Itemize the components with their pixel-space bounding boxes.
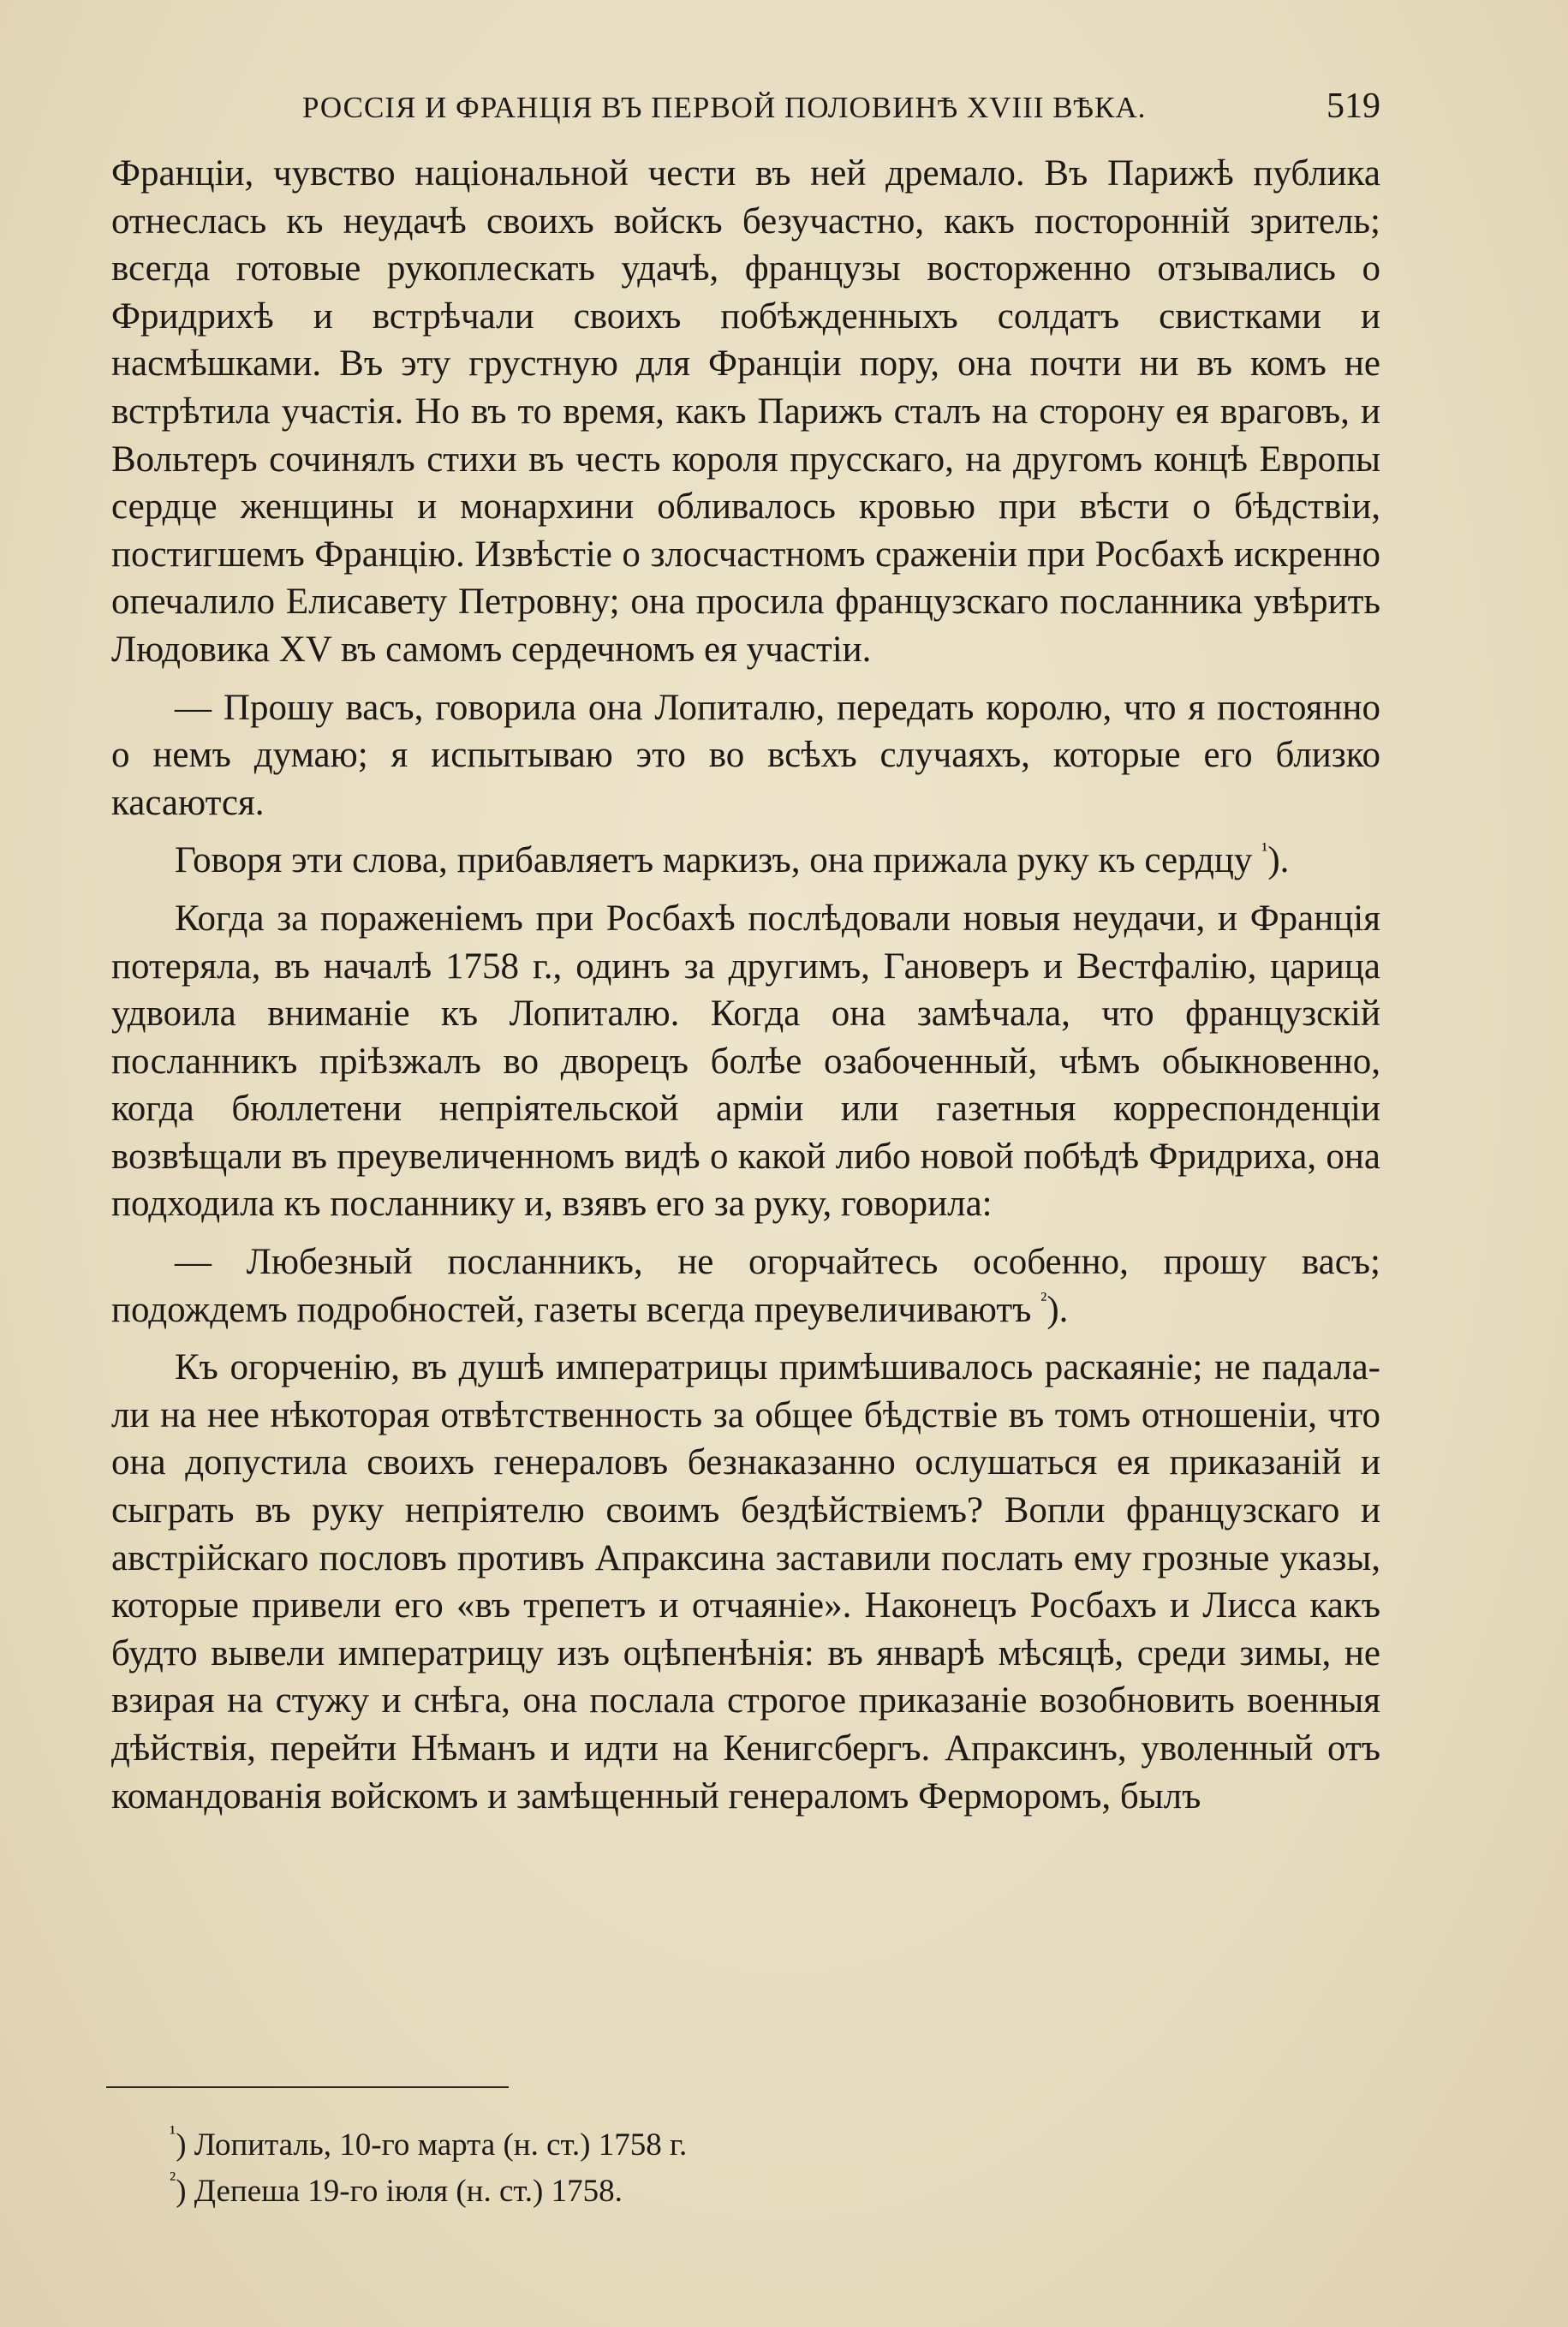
footnote-1-mark: ¹ xyxy=(170,2122,176,2145)
footnote-2 xyxy=(170,2169,687,2215)
body-text xyxy=(111,150,1380,1820)
footnote-divider xyxy=(106,2086,509,2088)
paragraph-5-end: ). xyxy=(1046,1289,1069,1330)
footnote-2-mark: ² xyxy=(170,2169,176,2191)
footnotes xyxy=(170,2122,687,2215)
paragraph-5 xyxy=(111,1238,1380,1334)
page-header xyxy=(110,86,1380,137)
paragraph-3 xyxy=(111,837,1380,885)
footnote-1-text: ) Лопиталь, 10-го марта (н. ст.) 1758 г. xyxy=(176,2127,688,2163)
paragraph-2: — Прошу васъ, говорила она Лопиталю, передать королю, что я постоянно о немъ думаю; я испытываю это во всѣхъ случаяхъ, которые его близко касаются. xyxy=(111,687,1380,823)
footnote-ref-1: ¹ xyxy=(1261,839,1268,862)
running-title: РОССІЯ И ФРАНЦІЯ ВЪ ПЕРВОЙ ПОЛОВИНѢ XVIII ВѢКА. xyxy=(302,91,1147,124)
footnote-1 xyxy=(170,2122,687,2169)
paragraph-3-text: Говоря эти слова, прибавляетъ маркизъ, она прижала руку къ сердцу xyxy=(175,840,1253,881)
paragraph-4: Когда за пораженіемъ при Росбахѣ послѣдовали новыя неудачи, и Франція потеряла, въ началѣ 1758 г., одинъ за другимъ, Гановеръ и Вестфалію, царица удвоила вниманіе къ Лопиталю. Когда она замѣчала, что французскій посланникъ пріѣзжалъ во дворецъ болѣе озабоченный, чѣмъ обыкновенно, когда бюллетени непріятельской арміи или газетныя корреспонденціи возвѣщали въ преувеличенномъ видѣ о какой либо новой побѣдѣ Фридриха, она подходила къ посланнику и, взявъ его за руку, говорила: xyxy=(111,898,1380,1225)
paragraph-1: Франціи, чувство національной чести въ ней дремало. Въ Парижѣ публика отнеслась къ неудачѣ своихъ войскъ безучастно, какъ посторонній зритель; всегда готовые рукоплескать удачѣ, французы восторженно отзывались о Фридрихѣ и встрѣчали своихъ побѣжденныхъ солдатъ свистками и насмѣшками. Въ эту грустную для Франціи пору, она почти ни въ комъ не встрѣтила участія. Но въ то время, какъ Парижъ сталъ на сторону ея враговъ, и Вольтеръ сочинялъ стихи въ честь короля прусскаго, на другомъ концѣ Европы сердце женщины и монархини обливалось кровью при вѣсти о бѣдствіи, постигшемъ Францію. Извѣстіе о злосчастномъ сраженіи при Росбахѣ искренно опечалило Елисавету Петровну; она просила французскаго посланника увѣрить Людовика XV въ самомъ сердечномъ ея участіи. xyxy=(111,153,1380,670)
paragraph-5-text: — Любезный посланникъ, не огорчайтесь особенно, прошу васъ; подождемъ подробностей, газеты всегда преувеличиваютъ xyxy=(111,1242,1380,1330)
page-number: 519 xyxy=(1327,87,1380,126)
footnote-ref-2: ² xyxy=(1040,1288,1047,1311)
footnote-2-text: ) Депеша 19-го іюля (н. ст.) 1758. xyxy=(176,2174,623,2209)
paragraph-6: Къ огорченію, въ душѣ императрицы примѣшивалось раскаяніе; не падала-ли на нее нѣкоторая отвѣтственность за общее бѣдствіе въ томъ отношеніи, что она допустила своихъ генераловъ безнаказанно ослушаться ея приказаній и сыграть въ руку непріятелю своимъ бездѣйствіемъ? Вопли французскаго и австрійскаго пословъ противъ Апраксина заставили послать ему грозные указы, которые привели его «въ трепетъ и отчаяніе». Наконецъ Росбахъ и Лисса какъ будто вывели императрицу изъ оцѣпенѣнія: въ январѣ мѣсяцѣ, среди зимы, не взирая на стужу и снѣга, она послала строгое приказаніе возобновить военныя дѣйствія, перейти Нѣманъ и идти на Кенигсбергъ. Апраксинъ, уволенный отъ командованія войскомъ и замѣщенный генераломъ Ферморомъ, былъ xyxy=(111,1347,1380,1817)
paragraph-3-end: ). xyxy=(1267,840,1290,881)
